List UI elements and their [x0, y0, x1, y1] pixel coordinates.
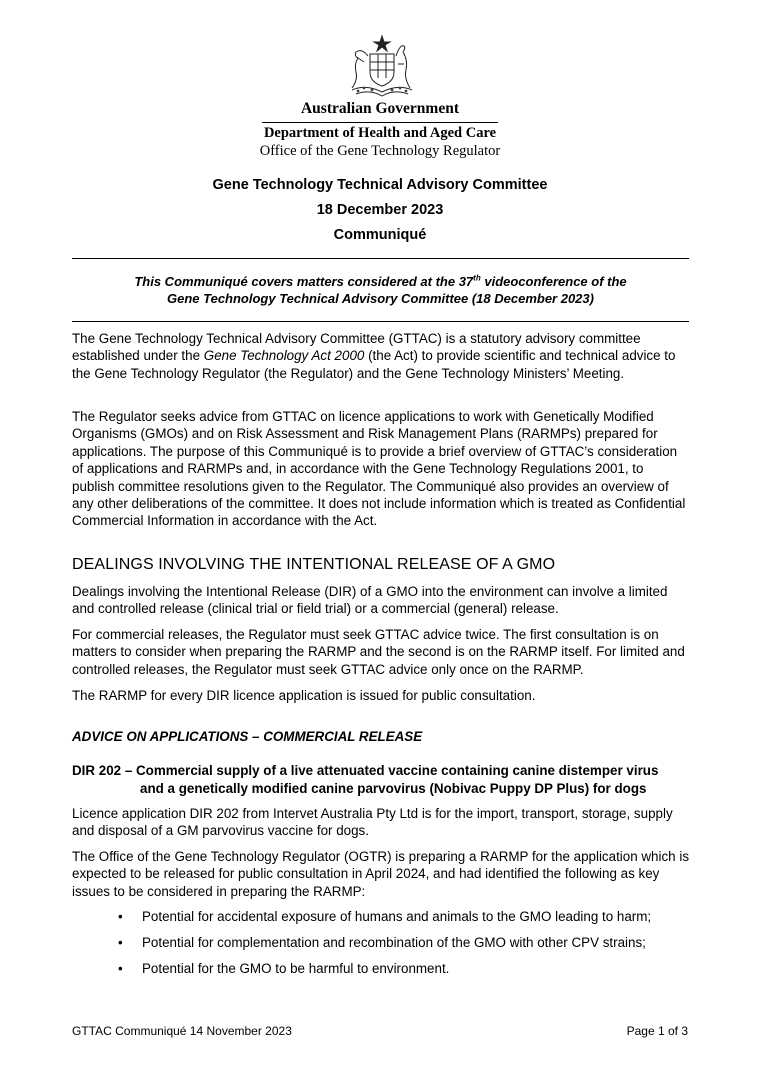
- dir202-p2-text: The Office of the Gene Technology Regulator (OGTR) is preparing a RARMP for the application which is expected to be released for public consultation in April 2024, and had identified the following as key issues to be considered in preparing the RARMP:: [72, 849, 690, 899]
- scope-line2: Gene Technology Technical Advisory Committee (18 December 2023): [167, 291, 594, 306]
- bullet-icon: •: [118, 909, 123, 924]
- dir202-title: [72, 762, 702, 798]
- scope-line1-b: videoconference of the: [480, 274, 627, 289]
- dir202-paragraph-1: [72, 805, 689, 840]
- intro-p1-text-b: (the Act) to provide scientific and technical advice to the Gene Technology Regulator (the Regulator) and the Gene Technology Ministers’ Meeting.: [72, 348, 676, 381]
- committee-title: Gene Technology Technical Advisory Committee: [212, 177, 548, 193]
- government-name: Australian Government: [300, 100, 459, 117]
- document-type: Communiqué: [333, 227, 427, 243]
- scope-statement: [72, 273, 689, 307]
- intro-p2-text: The Regulator seeks advice from GTTAC on licence applications to work with Genetically Modified Organisms (GMOs) and on Risk Assessment and Risk Management Plans (RARMPs) prepared for applications. The purpose of this Communiqué is to provide a brief overview of GTTAC’s consideration of applications and RARMPs and, in accordance with the Gene Technology Regulations 2001, to publish committee resolutions given to the Regulator. The Communiqué also provides an overview of any other deliberations of the committee. It does not include information which is treated as Confidential Commercial Information in accordance with the Act.: [72, 409, 686, 529]
- dir202-title-line1: DIR 202 – Commercial supply of a live attenuated vaccine containing canine distemper virus: [72, 763, 659, 778]
- intro-paragraph-1: [72, 330, 689, 382]
- dir-p1-text: Dealings involving the Intentional Release (DIR) of a GMO into the environment can involve a limited and controlled release (clinical trial or field trial) or a commercial (general) release.: [72, 584, 668, 617]
- key-issue-item: Potential for accidental exposure of humans and animals to the GMO leading to harm;: [142, 909, 652, 924]
- dir202-p1-text: Licence application DIR 202 from Intervet Australia Pty Ltd is for the import, transport, storage, supply and disposal of a GM parvovirus vaccine for dogs.: [72, 806, 673, 839]
- dir-paragraph-1: [72, 583, 689, 618]
- bullet-icon: •: [118, 935, 123, 950]
- footer-page-number: Page 1 of 3: [626, 1024, 688, 1038]
- footer-document-name: GTTAC Communiqué 14 November 2023: [72, 1024, 292, 1038]
- scope-top-rule: [72, 258, 689, 259]
- key-issue-item: Potential for complementation and recombination of the GMO with other CPV strains;: [142, 935, 646, 950]
- advice-heading: ADVICE ON APPLICATIONS – COMMERCIAL RELEASE: [72, 729, 423, 744]
- scope-line1-a: This Communiqué covers matters considered at the 37: [134, 274, 474, 289]
- act-name: Gene Technology Act 2000: [203, 348, 365, 364]
- scope-line1-sup: th: [473, 273, 481, 283]
- section-heading-dir: DEALINGS INVOLVING THE INTENTIONAL RELEASE OF A GMO: [72, 556, 556, 573]
- dir202-title-line2: and a genetically modified canine parvovirus (Nobivac Puppy DP Plus) for dogs: [140, 781, 647, 796]
- dir-paragraph-3: [72, 687, 689, 704]
- dir-paragraph-2: [72, 626, 689, 678]
- office-name: Office of the Gene Technology Regulator: [259, 143, 501, 159]
- intro-paragraph-2: [72, 408, 689, 530]
- bullet-icon: •: [118, 961, 123, 976]
- scope-bottom-rule: [72, 321, 689, 322]
- department-name: Department of Health and Aged Care: [263, 125, 497, 141]
- communique-date: 18 December 2023: [316, 202, 444, 218]
- dir-p2-text: For commercial releases, the Regulator must seek GTTAC advice twice. The first consultation is on matters to consider when preparing the RARMP and the second is on the RARMP itself. For limited and controlled releases, the Regulator must seek GTTAC advice only once on the RARMP.: [72, 627, 685, 677]
- dir202-paragraph-2: [72, 848, 689, 900]
- coat-of-arms-crest: [342, 34, 422, 100]
- key-issue-item: Potential for the GMO to be harmful to environment.: [142, 961, 450, 976]
- intro-p1-text-a: The Gene Technology Technical Advisory Committee (GTTAC) is a statutory advisory committee established under the: [72, 331, 641, 364]
- header-divider: [262, 122, 498, 123]
- dir-p3-text: The RARMP for every DIR licence application is issued for public consultation.: [72, 688, 536, 703]
